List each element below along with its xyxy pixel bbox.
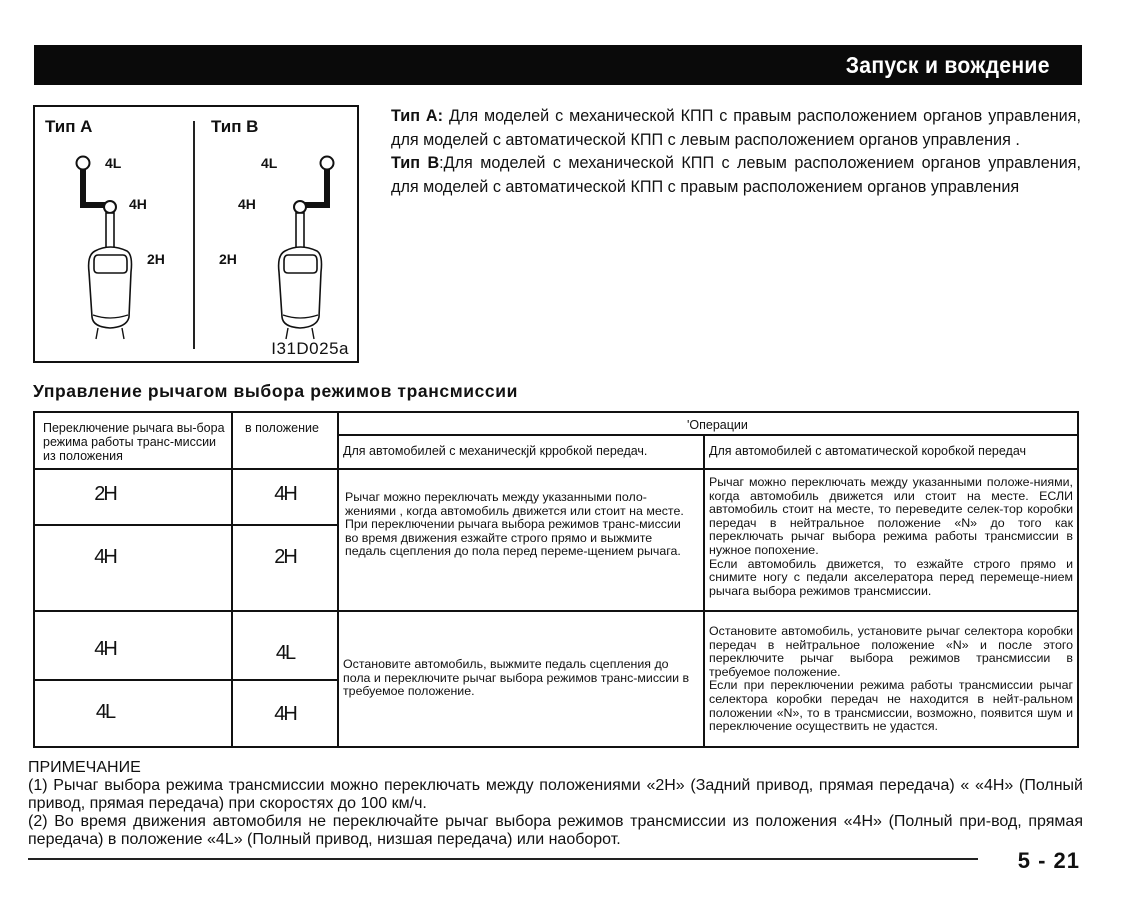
diagram-type-b-label: Тип В: [211, 117, 259, 136]
lever-type-a-icon: [65, 147, 175, 342]
type-b-label: Тип В: [391, 154, 440, 172]
type-b-description: [391, 152, 1081, 199]
row-1-to: 4H: [274, 483, 296, 505]
header-to-position: в положение: [245, 421, 319, 435]
type-b-4l-label: 4L: [261, 155, 278, 171]
diagram-type-a-label: Тип А: [45, 117, 93, 136]
type-b-text: :Для моделей с механической КПП с левым расположением органов управления, для моделей с автоматической КПП с правым расположением органов управления: [391, 154, 1081, 196]
lever-type-b-icon: [235, 147, 345, 342]
header-manual: Для автомобилей с механическјй крробкой передач.: [343, 444, 648, 458]
section-header-bar: [34, 45, 1082, 85]
section-header-title: Запуск и вождение: [845, 52, 1050, 78]
row-4-to: 4H: [274, 703, 296, 725]
type-a-text: Для моделей с механической КПП с правым расположением органов управления, для моделей с автоматической КПП с левым расположением органов управления .: [391, 107, 1081, 149]
note-item-1: (1) Рычаг выбора режима трансмиссии можно переключать между положениями «2H» (Задний привод, прямая передача) « «4H» (Полный привод, прямая передача) при скоростях до 100 км/ч.: [28, 777, 1083, 812]
section-title: Управление рычагом выбора режимов трансмиссии: [33, 381, 518, 401]
transfer-lever-table: [33, 411, 1079, 748]
header-from-position: Переключение рычага вы-бора режима работы транс-миссии из положения: [43, 421, 225, 463]
type-a-description: [391, 105, 1081, 152]
type-a-2h-label: 2H: [147, 251, 165, 267]
shift-lever-diagram: [33, 105, 359, 363]
type-b-4h-label: 4H: [238, 196, 256, 212]
row-2-from: 4H: [94, 546, 116, 568]
type-descriptions: [391, 105, 1081, 199]
row-3-to: 4L: [275, 642, 295, 664]
type-a-4h-label: 4H: [129, 196, 147, 212]
note-block: [28, 759, 1083, 849]
row-2-to: 2H: [274, 546, 296, 568]
header-operations: 'Операции: [687, 418, 748, 432]
diagram-code: I31D025a: [271, 339, 349, 358]
note-item-2: (2) Во время движения автомобиля не переключайте рычаг выбора режимов трансмиссии из положения «4H» (Полный при-вод, прямая передача) в положение «4L» (Полный привод, низшая передача) или наоборот.: [28, 813, 1083, 848]
group-1-automatic-ops: Рычаг можно переключать между указанными положе-ниями, когда автомобиль движется или стоит на месте. ЕСЛИ автомобиль стоит на месте, то переведите селек-тор коробки передач в нейтральное положение «N» до того как переключать рычаг выбора режима работы трансмиссии в нужное попохение. Если автомобиль движется, то езжайте строго прямо и снимите ногу с педали акселератора перед перемеще-нием рычага выбора режимов трансмиссии.: [709, 475, 1073, 598]
page-number: 5 - 21: [1017, 848, 1080, 873]
note-title: ПРИМЕЧАНИЕ: [28, 759, 141, 776]
diagram-divider: [193, 121, 195, 349]
row-1-from: 2H: [94, 483, 116, 505]
group-1-manual-ops: Рычаг можно переключать между указанными поло-жениями , когда автомобиль движется или стоит на месте. При переключении рычага выбора режимов транс-миссии во время движения езжайте строго прямо и выжмите педаль сцепления до пола перед переме-щением рычага.: [345, 490, 684, 559]
type-a-4l-label: 4L: [105, 155, 122, 171]
type-b-2h-label: 2H: [219, 251, 237, 267]
row-3-from: 4H: [94, 638, 116, 660]
row-4-from: 4L: [95, 701, 115, 723]
group-2-manual-ops: Остановите автомобиль, выжмите педаль сцепления до пола и переключите рычаг выбора режимов транс-миссии в требуемое положение.: [343, 657, 690, 699]
type-a-label: Тип А:: [391, 107, 444, 125]
group-2-automatic-ops: Остановите автомобиль, установите рычаг селектора коробки передач в нейтральное положение «N» и после этого переключите рычаг выбора режимов трансмиссии в требуемое положение. Если при переключении режима работы трансмиссии рычаг селектора коробки передач не находится в нейт-ральном положении «N», то в трансмиссии, возможно, появится шум и переключение осуществить не удастся.: [709, 624, 1073, 734]
header-automatic: Для автомобилей с автоматической коробкой передач: [709, 444, 1027, 458]
footer-rule: [28, 858, 978, 860]
